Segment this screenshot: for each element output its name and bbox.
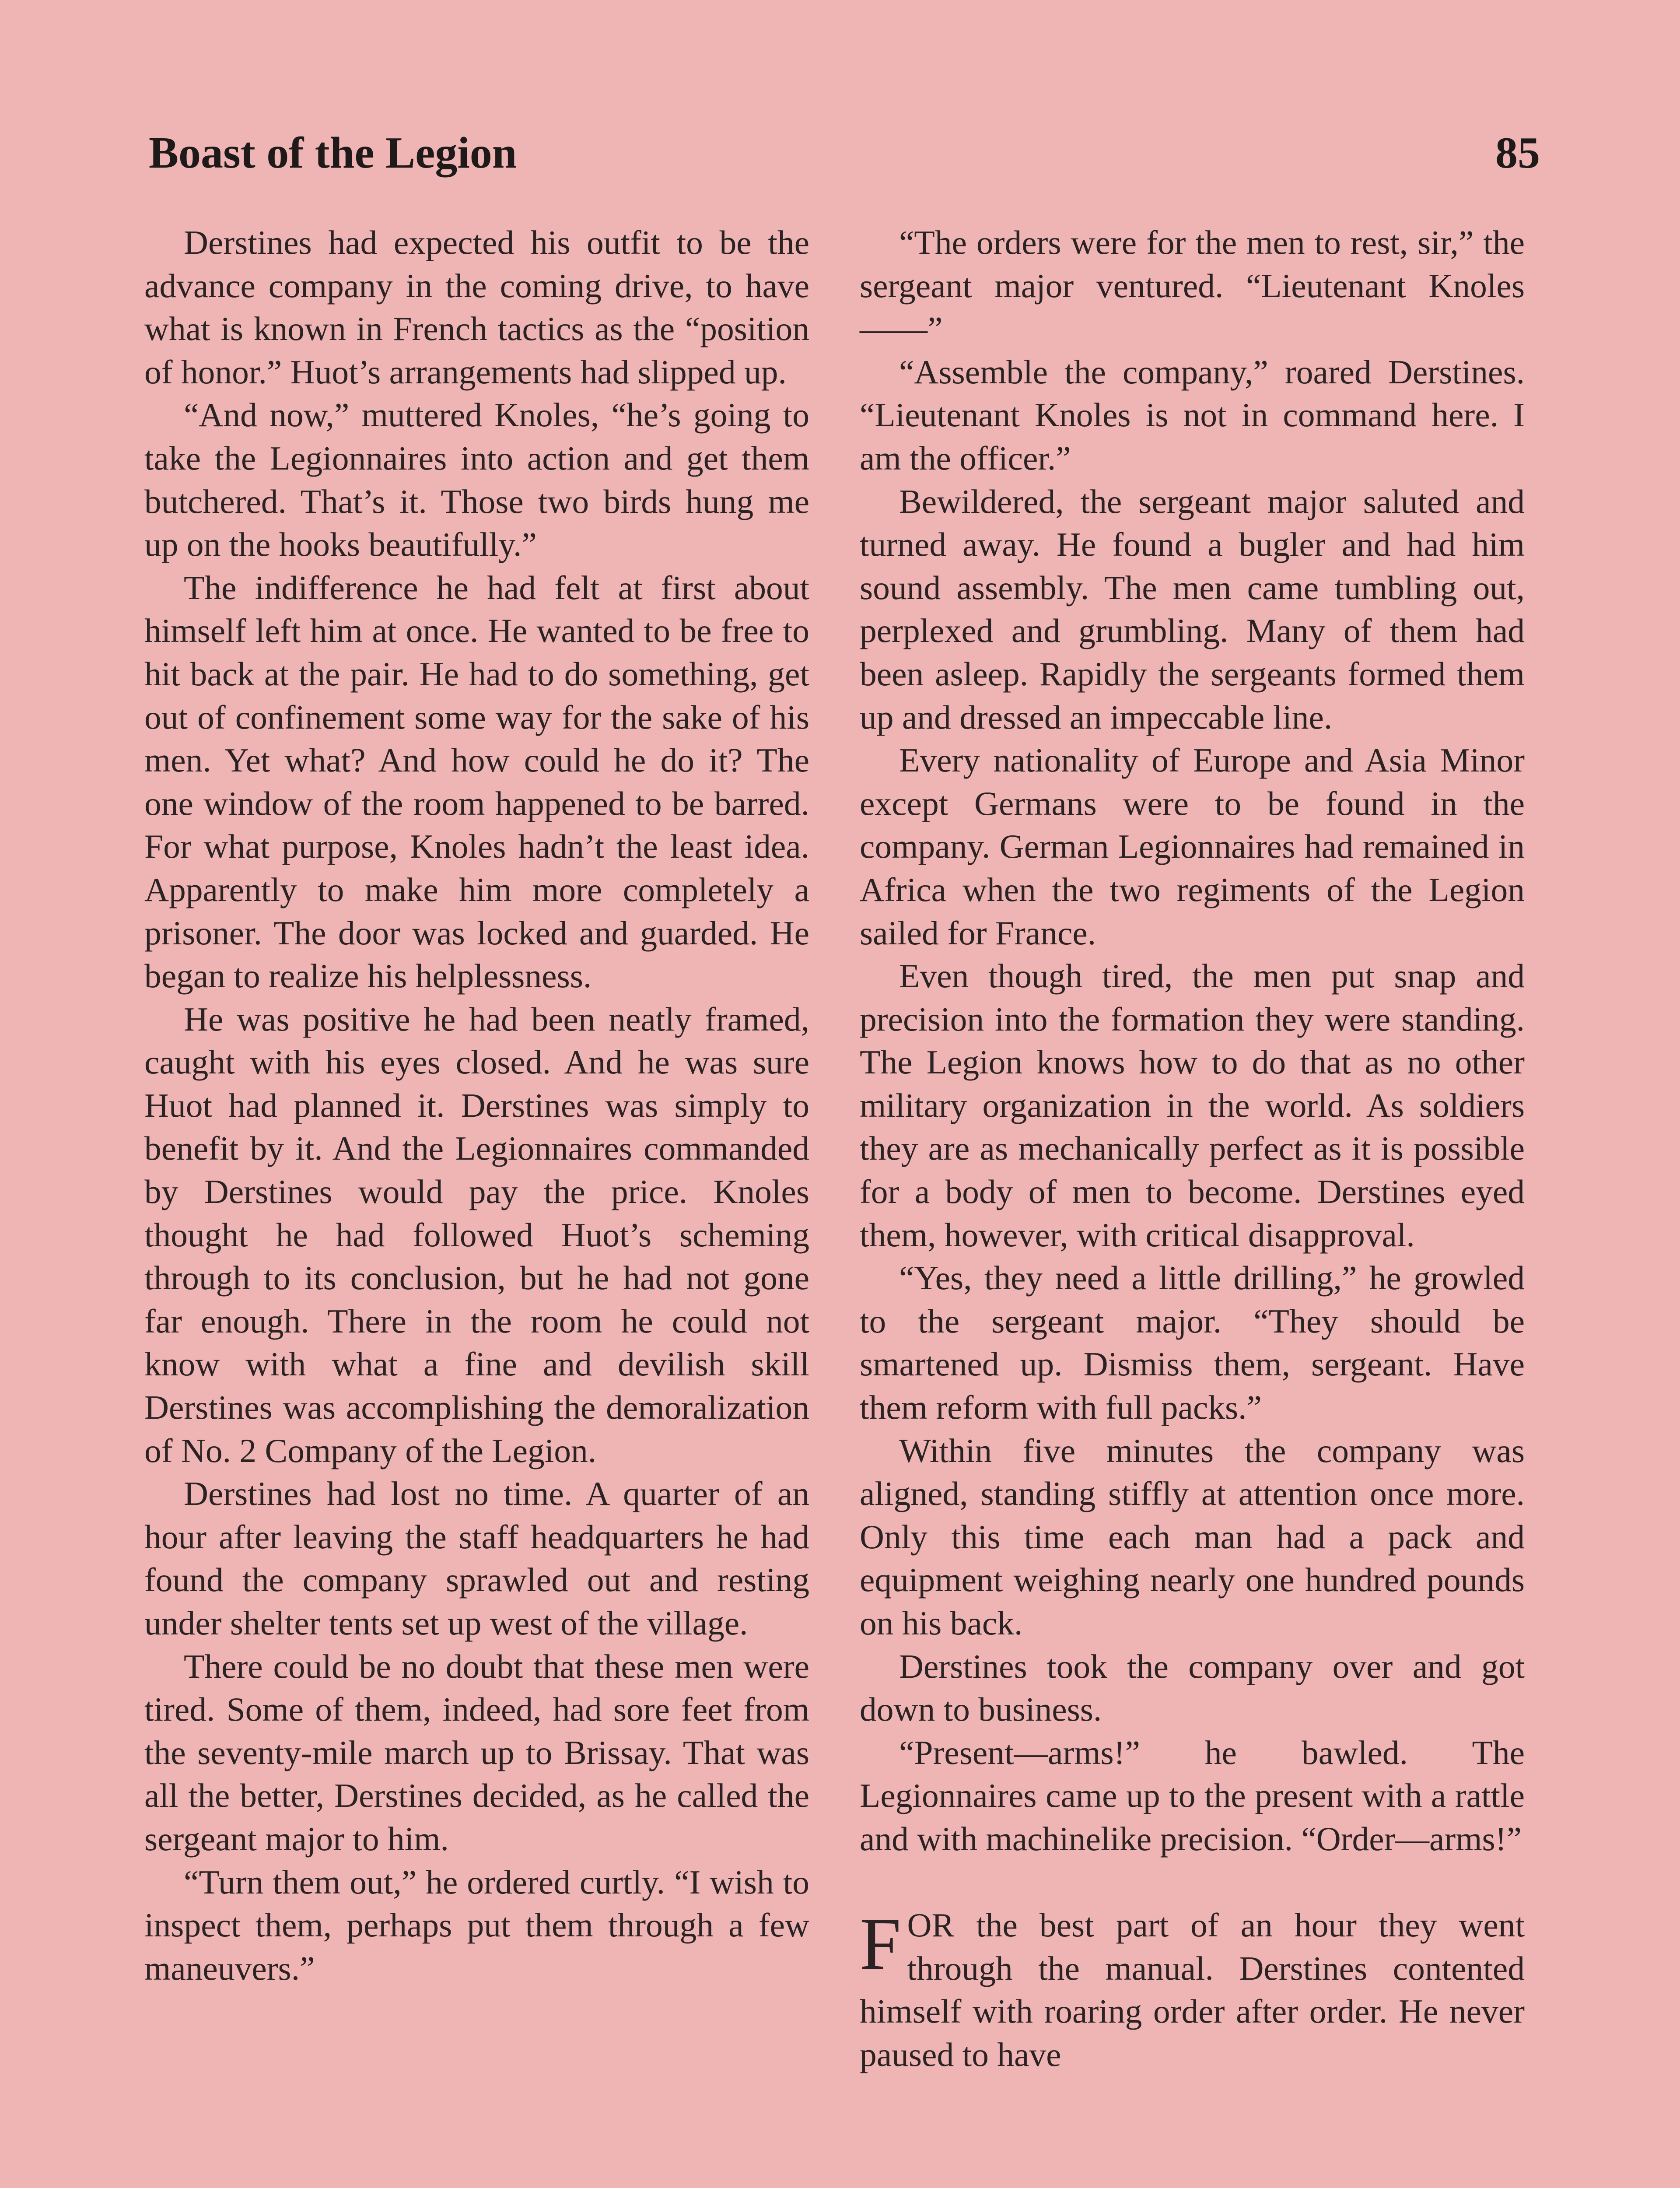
paragraph: “And now,” muttered Knoles, “he’s going to take the Legionnaires into action and get them butchered. That’s it. Those two birds hung me up on the hooks beautifully.” (144, 396, 809, 564)
paragraph: “Present—arms!” he bawled. The Legionnaires came up to the present with a rattle and with machinelike precision. “Order—arms!” (860, 1733, 1525, 1858)
paragraph: Bewildered, the sergeant major saluted and turned away. He found a bugler and had him sound assembly. The men came tumbling out, perplexed and grumbling. Many of them had been asleep. Rapidly the sergeants formed them up and dressed an impeccable line. (860, 482, 1525, 736)
paragraph: “Assemble the company,” roared Derstines. “Lieutenant Knoles is not in command here. I am the officer.” (860, 353, 1525, 477)
paragraph: Derstines had lost no time. A quarter of an hour after leaving the staff headquarters he had found the company sprawled out and resting under shelter tents set up west of the village. (144, 1475, 809, 1642)
right-column (860, 221, 1525, 2076)
paragraph: “Yes, they need a little drilling,” he growled to the sergeant major. “They should be smartened up. Dismiss them, sergeant. Have them reform with full packs.” (860, 1259, 1525, 1427)
page-header (149, 125, 1540, 195)
section-break-text: OR the best part of an hour they went through the manual. Derstines contented himself with roaring order after order. He never paused to have (860, 1906, 1525, 2073)
running-title: Boast of the Legion (149, 128, 517, 178)
paragraph: Within five minutes the company was aligned, standing stiffly at attention once more. Only this time each man had a pack and equipment weighing nearly one hundred pounds on his back. (860, 1431, 1525, 1642)
paragraph: Every nationality of Europe and Asia Minor except Germans were to be found in the company. German Legionnaires had remained in Africa when the two regiments of the Legion sailed for France. (860, 741, 1525, 952)
paragraph: There could be no doubt that these men were tired. Some of them, indeed, had sore feet from the seventy-mile march up to Brissay. That was all the better, Derstines decided, as he called the sergeant major to him. (144, 1647, 809, 1858)
paragraph: Derstines took the company over and got down to business. (860, 1647, 1525, 1729)
page-number: 85 (1495, 128, 1540, 178)
drop-cap: F (860, 1903, 901, 1985)
paragraph: The indifference he had felt at first about himself left him at once. He wanted to be free to hit back at the pair. He had to do something, get out of confinement some way for the sake of his men. Yet what? And how could he do it? The one window of the room happened to be barred. For what purpose, Knoles hadn’t the least idea. Apparently to make him more completely a prisoner. The door was locked and guarded. He began to realize his helplessness. (144, 568, 809, 995)
section-break-paragraph (860, 1904, 1525, 2076)
paragraph: “The orders were for the men to rest, sir,” the sergeant major ventured. “Lieutenant Knoles——” (860, 224, 1525, 348)
paragraph: “Turn them out,” he ordered curtly. “I wish to inspect them, perhaps put them through a few maneuvers.” (144, 1863, 809, 1987)
paragraph: He was positive he had been neatly framed, caught with his eyes closed. And he was sure Huot had planned it. Derstines was simply to benefit by it. And the Legionnaires commanded by Derstines would pay the price. Knoles thought he had followed Huot’s scheming through to its conclusion, but he had not gone far enough. There in the room he could not know with what a fine and devilish skill Derstines was accomplishing the demoralization of No. 2 Company of the Legion. (144, 1000, 809, 1469)
left-column (144, 221, 809, 1990)
paragraph: Derstines had expected his outfit to be the advance company in the coming drive, to have what is known in French tactics as the “position of honor.” Huot’s arrangements had slipped up. (144, 224, 809, 391)
paragraph: Even though tired, the men put snap and precision into the formation they were standing. The Legion knows how to do that as no other military organization in the world. As soldiers they are as mechanically perfect as it is possible for a body of men to become. Derstines eyed them, however, with critical disapproval. (860, 957, 1525, 1254)
